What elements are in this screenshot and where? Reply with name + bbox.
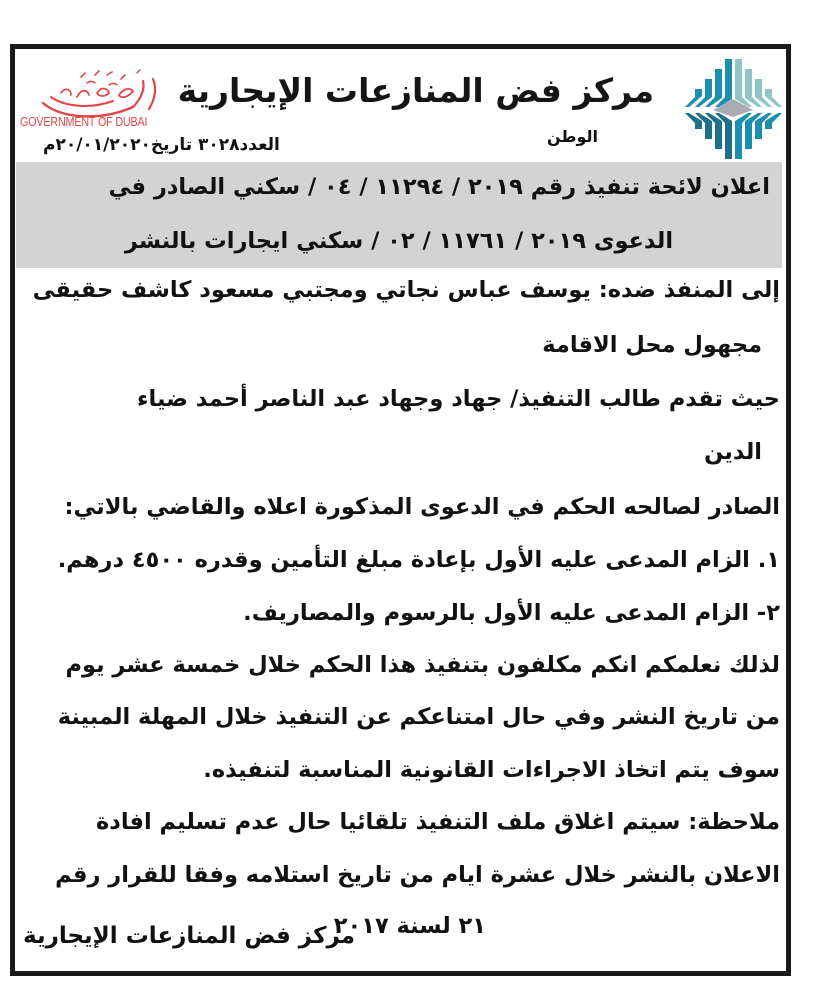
body-line: ١. الزام المدعى عليه الأول بإعادة مبلغ التأمين وقدره ٤٥٠٠ درهم. bbox=[57, 547, 780, 573]
heading-line-1: اعلان لائحة تنفيذ رقم ٢٠١٩ / ١١٢٩٤ / ٠٤ / سكني الصادر في bbox=[108, 174, 770, 200]
body-line: الدين bbox=[704, 439, 762, 465]
body-line: سوف يتم اتخاذ الاجراءات القانونية المناسبة لتنفيذه. bbox=[203, 757, 780, 783]
body-line: إلى المنفذ ضده: يوسف عباس نجاتي ومجتبي مسعود كاشف حقيقى bbox=[32, 277, 780, 303]
announcement-heading-band bbox=[16, 162, 782, 268]
dubai-logo-caption: GOVERNMENT OF DUBAI bbox=[20, 115, 148, 129]
heading-line-2: الدعوى ٢٠١٩ / ١١٧٦١ / ٠٢ / سكني ايجارات بالنشر bbox=[124, 228, 674, 254]
body-line: ٢- الزام المدعى عليه الأول بالرسوم والمصاريف. bbox=[243, 600, 780, 626]
body-line: الاعلان بالنشر خلال عشرة ايام من تاريخ استلامه وفقا للقرار رقم bbox=[55, 862, 780, 888]
body-line: مجهول محل الاقامة bbox=[542, 332, 762, 358]
body-line: لذلك نعلمكم انكم مكلفون بتنفيذ هذا الحكم خلال خمسة عشر يوم bbox=[65, 652, 780, 678]
body-line: ٢١ لسنة ٢٠١٧ bbox=[333, 913, 486, 939]
rental-dispute-center-logo-icon bbox=[679, 55, 787, 163]
issue-date-line: العدد٣٠٢٨ تاريخ٢٠/٠١/٢٠٢٠م bbox=[43, 135, 280, 155]
newspaper-name: الوطن bbox=[547, 127, 598, 146]
page-title: مركز فض المنازعات الإيجارية bbox=[177, 71, 654, 110]
body-line: الصادر لصالحه الحكم في الدعوى المذكورة اعلاه والقاضي بالاتي: bbox=[64, 494, 780, 520]
announcement-frame bbox=[10, 44, 791, 976]
body-line: من تاريخ النشر وفي حال امتناعكم عن التنفيذ خلال المهلة المبينة bbox=[57, 704, 780, 730]
body-line: ملاحظة: سيتم اغلاق ملف التنفيذ تلقائيا حال عدم تسليم افادة bbox=[95, 809, 780, 835]
body-line: حيث تقدم طالب التنفيذ/ جهاد وجهاد عبد الناصر أحمد ضياء bbox=[137, 386, 780, 412]
signature: مركز فض المنازعات الإيجارية bbox=[23, 923, 356, 949]
